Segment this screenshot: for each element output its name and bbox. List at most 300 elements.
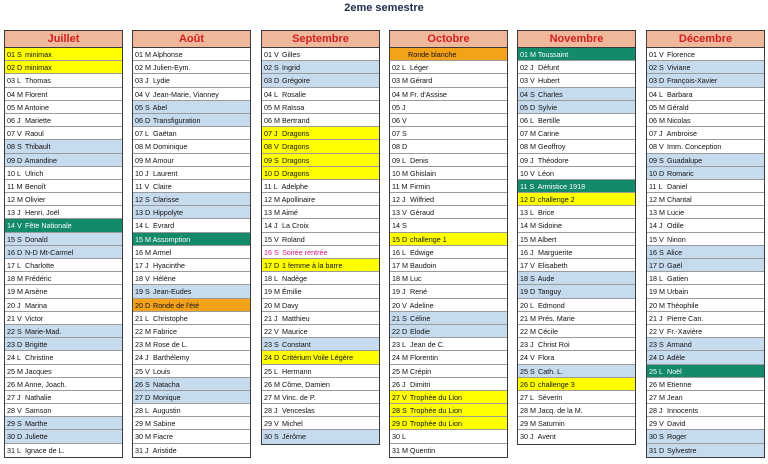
- day-number: 03 D: [264, 76, 280, 86]
- day-label: Brice: [536, 208, 555, 218]
- day-number: 20 V: [392, 300, 407, 310]
- day-label: Florence: [665, 50, 695, 59]
- day-row: [5, 391, 122, 404]
- day-number: 31 L: [7, 445, 21, 455]
- month-column-4: [389, 30, 508, 458]
- day-label: Bertille: [536, 115, 560, 125]
- day-label: Constant: [280, 340, 311, 350]
- day-row: [647, 219, 764, 232]
- day-row: [647, 154, 764, 167]
- day-row: [5, 167, 122, 180]
- day-row: [518, 299, 635, 312]
- day-row: [647, 299, 764, 312]
- day-label: Cécile: [536, 326, 558, 336]
- day-row: [262, 167, 379, 180]
- day-number: 07 L: [135, 129, 149, 139]
- day-label: Brigitte: [23, 340, 48, 350]
- day-row: [390, 391, 507, 404]
- day-label: Fabrice: [151, 326, 177, 336]
- day-row: [518, 154, 635, 167]
- day-label: Davy: [280, 300, 299, 310]
- day-label: Vinc. de P.: [280, 392, 316, 402]
- day-row: [647, 61, 764, 74]
- day-number: 25 S: [520, 366, 535, 376]
- day-number: 19 J: [392, 287, 406, 297]
- day-row: [133, 219, 250, 232]
- day-label: Hyacinthe: [151, 261, 185, 270]
- day-number: 27 L: [520, 392, 534, 402]
- day-label: Dragons: [280, 168, 310, 178]
- day-number: 28 L: [135, 406, 149, 416]
- day-row: [647, 193, 764, 206]
- day-row: [518, 417, 635, 430]
- day-number: 11 M: [7, 181, 23, 191]
- day-label: Fr. d'Assise: [408, 89, 447, 99]
- day-label: Flora: [536, 353, 555, 363]
- day-row: [518, 48, 635, 61]
- day-row: [5, 88, 122, 101]
- day-number: 16 J: [520, 247, 534, 257]
- day-row: [647, 127, 764, 140]
- day-label: Edwige: [408, 247, 434, 257]
- day-number: 26 D: [520, 379, 536, 389]
- day-label: Charlotte: [23, 261, 55, 270]
- day-label: Julien-Eym.: [151, 63, 191, 73]
- day-number: 07 M: [520, 129, 536, 139]
- day-number: 06 M: [649, 115, 665, 125]
- day-row: [518, 233, 635, 246]
- day-number: 10 M: [392, 168, 408, 178]
- day-row: [518, 127, 635, 140]
- day-row: [133, 193, 250, 206]
- day-number: 02 M: [135, 63, 151, 73]
- day-row: [5, 259, 122, 272]
- day-number: 17 L: [7, 261, 21, 270]
- day-label: Ronde de l'été: [151, 300, 200, 310]
- day-label: Jean-Marie, Vianney: [151, 89, 219, 99]
- day-label: Fr.-Xavière: [665, 326, 703, 336]
- day-row: [133, 259, 250, 272]
- day-number: 02 S: [649, 63, 664, 73]
- day-row: [262, 48, 379, 61]
- day-number: 04 M: [7, 89, 23, 99]
- day-number: 11 V: [135, 181, 150, 191]
- day-number: 17 M: [392, 261, 408, 270]
- day-label: Ingrid: [280, 63, 300, 73]
- day-row: [133, 430, 250, 443]
- day-number: 29 M: [520, 419, 536, 429]
- day-number: 12 J: [392, 195, 406, 205]
- day-row: [647, 325, 764, 338]
- day-number: 26 M: [649, 379, 665, 389]
- day-label: Barthélemy: [151, 353, 190, 363]
- day-label: Trophée du Lion: [408, 392, 462, 402]
- day-label: Géraud: [408, 208, 434, 218]
- day-label: Côme, Damien: [280, 379, 330, 389]
- day-label: Raïssa: [280, 102, 305, 112]
- day-label: Grégoire: [280, 76, 310, 86]
- day-label: Elodie: [408, 326, 430, 336]
- day-row: [133, 312, 250, 325]
- day-row: [262, 378, 379, 391]
- day-row: [518, 114, 635, 127]
- day-number: 04 M: [392, 89, 408, 99]
- day-row: [262, 299, 379, 312]
- day-row: [5, 206, 122, 219]
- day-label: Prés. Marie: [536, 313, 575, 323]
- day-number: 19 S: [135, 287, 150, 297]
- month-header: Novembre: [518, 31, 635, 48]
- day-row: [5, 193, 122, 206]
- day-row: [390, 219, 507, 232]
- day-row: [262, 206, 379, 219]
- day-label: Lydie: [151, 76, 170, 86]
- day-row: [262, 351, 379, 364]
- day-label: Clarisse: [151, 195, 179, 205]
- day-label: Viviane: [665, 63, 691, 73]
- day-row: [262, 88, 379, 101]
- day-label: Laurent: [151, 168, 178, 178]
- day-row: [133, 74, 250, 87]
- day-label: Défunt: [536, 63, 560, 73]
- day-label: Alice: [665, 247, 683, 257]
- day-label: Odile: [665, 221, 684, 231]
- day-row: [262, 246, 379, 259]
- day-label: Augustin: [151, 406, 181, 416]
- day-label: Rosalie: [280, 89, 306, 99]
- day-number: 25 M: [7, 366, 23, 376]
- day-row: [647, 259, 764, 272]
- day-number: 20 M: [264, 300, 280, 310]
- day-label: Carine: [536, 129, 560, 139]
- day-row: [390, 88, 507, 101]
- day-number: 04 L: [649, 89, 663, 99]
- day-number: 26 J: [392, 379, 406, 389]
- day-number: 13 J: [7, 208, 21, 218]
- day-row: [647, 88, 764, 101]
- day-row: [390, 74, 507, 87]
- day-number: 03 M: [392, 76, 408, 86]
- day-label: Nathalie: [23, 392, 52, 402]
- day-number: 16 L: [392, 247, 406, 257]
- day-number: 01 M: [520, 50, 536, 59]
- day-label: minimax: [23, 63, 52, 73]
- day-number: 14 L: [135, 221, 149, 231]
- day-number: 23 S: [649, 340, 664, 350]
- day-label: Nicolas: [665, 115, 691, 125]
- day-label: Denis: [408, 155, 429, 165]
- day-label: 1 femme à la barre: [280, 261, 343, 270]
- day-number: 08 D: [392, 142, 408, 152]
- day-label: Dragons: [280, 155, 310, 165]
- day-label: David: [665, 419, 686, 429]
- day-row: [262, 114, 379, 127]
- day-number: 01 S: [7, 50, 22, 59]
- day-number: 21 V: [7, 313, 22, 323]
- day-label: minimax: [23, 50, 52, 59]
- day-number: 10 L: [7, 168, 21, 178]
- day-number: 14 J: [649, 221, 663, 231]
- day-label: Monique: [151, 392, 181, 402]
- day-label: Luc: [408, 274, 422, 284]
- day-row: [5, 417, 122, 430]
- day-row: [390, 365, 507, 378]
- day-row: [262, 312, 379, 325]
- day-label: Gaëtan: [151, 129, 177, 139]
- day-row: [5, 338, 122, 351]
- day-label: Jean: [665, 392, 683, 402]
- day-label: Apollinaire: [280, 195, 316, 205]
- day-row: [5, 101, 122, 114]
- month-header: Juillet: [5, 31, 122, 48]
- day-row: [262, 180, 379, 193]
- day-row: [647, 74, 764, 87]
- day-row: [518, 61, 635, 74]
- day-row: [133, 140, 250, 153]
- day-label: Florent: [23, 89, 48, 99]
- day-row: [5, 127, 122, 140]
- day-label: Gérard: [408, 76, 433, 86]
- day-number: 14 J: [264, 221, 278, 231]
- day-label: Romaric: [665, 168, 694, 178]
- day-number: 30 M: [135, 432, 151, 442]
- day-row: [5, 114, 122, 127]
- day-label: Jacques: [23, 366, 52, 376]
- day-label: Nadège: [280, 274, 308, 284]
- day-number: 08 V: [264, 142, 279, 152]
- day-label: Matthieu: [280, 313, 310, 323]
- day-label: Albert: [536, 234, 557, 244]
- day-label: Ignace de L.: [23, 445, 65, 455]
- month-column-6: [646, 30, 765, 458]
- day-label: Venceslas: [280, 406, 315, 416]
- day-row: [5, 61, 122, 74]
- day-label: Christophe: [151, 313, 188, 323]
- day-number: 06 J: [7, 115, 21, 125]
- day-label: Samson: [23, 406, 52, 416]
- day-row: [518, 285, 635, 298]
- day-label: Trophée du Lion: [408, 406, 462, 416]
- day-label: Maurice: [280, 326, 308, 336]
- day-row: [647, 404, 764, 417]
- day-label: Claire: [151, 181, 172, 191]
- day-row: [262, 338, 379, 351]
- day-label: Louis: [151, 366, 171, 376]
- day-number: 20 D: [135, 300, 151, 310]
- day-number: 15 V: [264, 234, 279, 244]
- month-column-1: [4, 30, 123, 458]
- day-label: Daniel: [665, 181, 688, 191]
- day-number: 22 V: [649, 326, 664, 336]
- day-label: Barbara: [665, 89, 693, 99]
- month-column-2: [132, 30, 251, 458]
- day-number: 07 J: [649, 129, 663, 139]
- day-row: [390, 167, 507, 180]
- day-row: [133, 180, 250, 193]
- day-row: [647, 167, 764, 180]
- day-label: Adèle: [665, 353, 685, 363]
- day-label: Baudoin: [408, 261, 437, 270]
- day-label: Thibault: [23, 142, 51, 152]
- day-label: Pierre Can.: [665, 313, 704, 323]
- day-row: [5, 154, 122, 167]
- day-label: Avent: [536, 432, 556, 442]
- day-row: [647, 272, 764, 285]
- day-label: Jean-Eudes: [151, 287, 192, 297]
- day-label: Armand: [665, 340, 692, 350]
- day-row: [5, 351, 122, 364]
- day-number: 17 D: [264, 261, 280, 270]
- day-row: [518, 365, 635, 378]
- day-label: Michel: [280, 419, 303, 429]
- day-label: Rose de L.: [151, 340, 188, 350]
- day-label: Cath. L.: [536, 366, 564, 376]
- day-row: [518, 88, 635, 101]
- day-number: 27 D: [135, 392, 151, 402]
- day-label: Anne, Joach.: [23, 379, 67, 389]
- day-number: 22 D: [392, 326, 408, 336]
- day-label: Marina: [23, 300, 47, 310]
- day-row: [390, 61, 507, 74]
- day-label: Wilfried: [408, 195, 434, 205]
- day-row: [390, 325, 507, 338]
- day-row: [390, 299, 507, 312]
- day-label: Gérald: [665, 102, 689, 112]
- day-label: Jérôme: [280, 432, 306, 442]
- day-number: 30 D: [7, 432, 23, 442]
- day-row: [262, 272, 379, 285]
- day-number: 23 S: [264, 340, 279, 350]
- day-row: [390, 338, 507, 351]
- day-label: challenge 2: [536, 195, 575, 205]
- day-row: [647, 101, 764, 114]
- day-label: Juliette: [23, 432, 48, 442]
- day-row: [390, 206, 507, 219]
- day-row: [5, 312, 122, 325]
- day-label: Hubert: [536, 76, 560, 86]
- day-row: [262, 430, 379, 443]
- day-number: 24 D: [264, 353, 280, 363]
- day-row: [390, 193, 507, 206]
- day-label: Firmin: [408, 181, 430, 191]
- day-number: 19 M: [7, 287, 23, 297]
- day-number: 11 M: [392, 181, 408, 191]
- day-row: [262, 365, 379, 378]
- day-number: 29 V: [649, 419, 664, 429]
- day-label: Dominique: [151, 142, 188, 152]
- day-row: [133, 404, 250, 417]
- day-label: Séverin: [536, 392, 563, 402]
- day-row: [518, 180, 635, 193]
- day-row: [262, 154, 379, 167]
- day-row: [647, 206, 764, 219]
- day-number: 17 J: [135, 261, 149, 270]
- day-number: 02 L: [392, 63, 406, 73]
- day-number: 09 S: [649, 155, 664, 165]
- day-number: 16 D: [7, 247, 23, 257]
- day-label: Guadalupe: [665, 155, 703, 165]
- day-number: 22 M: [520, 326, 536, 336]
- day-number: 23 D: [7, 340, 23, 350]
- day-row: [262, 74, 379, 87]
- day-label: Marie-Mad.: [23, 326, 62, 336]
- day-row: [647, 417, 764, 430]
- day-label: Fiacre: [151, 432, 173, 442]
- day-number: 02 J: [520, 63, 534, 73]
- day-number: 20 L: [520, 300, 534, 310]
- day-label: Mariette: [23, 115, 51, 125]
- day-label: Marthe: [23, 419, 48, 429]
- day-label: Alphonse: [151, 50, 183, 59]
- day-number: 18 V: [135, 274, 150, 284]
- day-number: 28 J: [264, 406, 278, 416]
- day-number: 08 V: [649, 142, 664, 152]
- day-row: [5, 180, 122, 193]
- day-label: Adeline: [408, 300, 434, 310]
- day-row: [390, 127, 507, 140]
- day-number: 30 S: [649, 432, 664, 442]
- day-number: 23 J: [520, 340, 534, 350]
- day-row: [133, 48, 250, 61]
- day-label: Quentin: [408, 445, 436, 455]
- day-number: 28 M: [520, 406, 536, 416]
- day-number: 27 J: [7, 392, 21, 402]
- day-label: Gaël: [665, 261, 683, 270]
- day-number: 23 M: [135, 340, 151, 350]
- day-row: [647, 444, 764, 457]
- day-number: 12 M: [649, 195, 665, 205]
- day-number: 10 D: [649, 168, 665, 178]
- day-label: Sabine: [151, 419, 176, 429]
- day-label: Amandine: [23, 155, 57, 165]
- day-number: 27 M: [649, 392, 665, 402]
- day-row: [133, 114, 250, 127]
- day-row: [518, 193, 635, 206]
- day-label: Léon: [536, 168, 554, 178]
- day-row: [133, 444, 250, 457]
- day-number: 24 D: [649, 353, 665, 363]
- day-row: [518, 246, 635, 259]
- day-label: Imm. Conception: [665, 142, 722, 152]
- day-number: 12 S: [135, 195, 150, 205]
- day-number: 28 V: [7, 406, 22, 416]
- day-label: Transfiguration: [151, 115, 201, 125]
- day-label: Noël: [665, 366, 682, 376]
- day-row: [647, 365, 764, 378]
- day-number: 05 M: [649, 102, 665, 112]
- day-row: [133, 61, 250, 74]
- day-label: Benoît: [23, 181, 46, 191]
- day-label: Aude: [536, 274, 555, 284]
- day-label: Trophée du Lion: [408, 419, 462, 429]
- day-label: Aimé: [280, 208, 298, 218]
- day-label: Florentin: [408, 353, 438, 363]
- day-number: 21 S: [392, 313, 407, 323]
- day-number: 21 J: [649, 313, 663, 323]
- day-row: [390, 101, 507, 114]
- day-number: 30 J: [520, 432, 534, 442]
- page-title: 2eme semestre: [344, 2, 424, 14]
- day-row: [390, 114, 507, 127]
- day-label: Dragons: [280, 129, 310, 139]
- day-label: La Croix: [280, 221, 309, 231]
- day-number: 10 J: [135, 168, 149, 178]
- day-number: 24 L: [7, 353, 21, 363]
- day-number: 31 J: [135, 445, 149, 455]
- day-row: [518, 312, 635, 325]
- day-number: 31 M: [392, 445, 408, 455]
- day-label: Léger: [408, 63, 429, 73]
